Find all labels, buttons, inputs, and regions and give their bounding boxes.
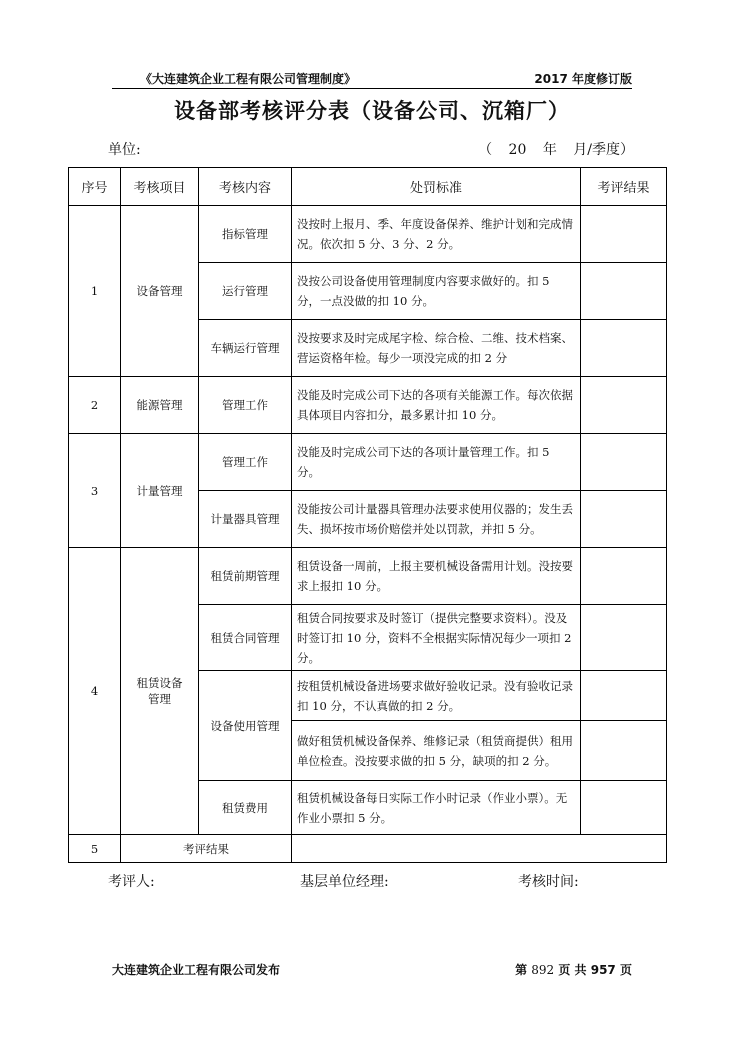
unit-line: [68, 139, 664, 159]
header-item: 考核项目: [121, 168, 199, 206]
evaluation-table: [68, 167, 667, 863]
row-standard: 没按时上报月、季、年度设备保养、维护计划和完成情况。依次扣 5 分、3 分、2 分。: [292, 206, 581, 263]
footer-page-info: [515, 961, 632, 978]
row-content: 租赁合同管理: [199, 605, 292, 671]
row-standard: 没能及时完成公司下达的各项计量管理工作。扣 5 分。: [292, 434, 581, 491]
row-item: 计量管理: [121, 434, 199, 548]
page-mid: 页 共: [558, 963, 587, 977]
total-result-cell[interactable]: [292, 835, 667, 863]
row-no: 4: [69, 548, 121, 835]
signature-line: [68, 871, 664, 891]
row-standard: 没按公司设备使用管理制度内容要求做好的。扣 5 分，一点没做的扣 10 分。: [292, 263, 581, 320]
row-item-label: 租赁设备管理: [136, 676, 183, 706]
table-row: [69, 548, 667, 605]
time-label: 考核时间:: [518, 874, 579, 890]
table-row: [69, 206, 667, 263]
result-cell[interactable]: [581, 491, 667, 548]
row-standard: 没按要求及时完成尾字检、综合检、二维、技术档案、营运资格年检。每少一项没完成的扣 2 分: [292, 320, 581, 377]
row-content: 管理工作: [199, 377, 292, 434]
row-content: 运行管理: [199, 263, 292, 320]
header-result: 考评结果: [581, 168, 667, 206]
page-suffix: 页: [619, 963, 632, 977]
result-cell[interactable]: [581, 263, 667, 320]
row-item: 设备管理: [121, 206, 199, 377]
row-standard: 租赁合同按要求及时签订（提供完整要求资料）。没及时签订扣 10 分，资料不全根据实际情况每少一项扣 2 分。: [292, 605, 581, 671]
page-prefix: 第: [515, 963, 528, 977]
result-cell[interactable]: [581, 671, 667, 721]
page-title: 设备部考核评分表（设备公司、沉箱厂）: [174, 99, 570, 123]
result-cell[interactable]: [581, 721, 667, 781]
unit-label: 单位:: [108, 142, 141, 158]
header-regulation-title: 《大连建筑企业工程有限公司管理制度》: [140, 72, 357, 86]
row-standard: 按租赁机械设备进场要求做好验收记录。没有验收记录扣 10 分，不认真做的扣 2 分。: [292, 671, 581, 721]
total-pages: 957: [590, 963, 616, 977]
total-label: 考评结果: [121, 835, 292, 863]
result-cell[interactable]: [581, 377, 667, 434]
header-content: 考核内容: [199, 168, 292, 206]
result-cell[interactable]: [581, 434, 667, 491]
table-row-total: [69, 835, 667, 863]
row-content: 车辆运行管理: [199, 320, 292, 377]
result-cell[interactable]: [581, 548, 667, 605]
row-content: 租赁前期管理: [199, 548, 292, 605]
result-cell[interactable]: [581, 320, 667, 377]
header-no: 序号: [69, 168, 121, 206]
row-standard: 做好租赁机械设备保养、维修记录（租赁商提供）租用单位检查。没按要求做的扣 5 分，缺项的扣 2 分。: [292, 721, 581, 781]
row-standard: 没能按公司计量器具管理办法要求使用仪器的；发生丢失、损坏按市场价赔偿并处以罚款，并扣 5 分。: [292, 491, 581, 548]
row-content: 管理工作: [199, 434, 292, 491]
result-cell[interactable]: [581, 781, 667, 835]
row-content: 指标管理: [199, 206, 292, 263]
row-no: 2: [69, 377, 121, 434]
result-cell[interactable]: [581, 605, 667, 671]
total-no: 5: [69, 835, 121, 863]
header-edition: 2017 年度修订版: [534, 72, 632, 86]
table-row: [69, 377, 667, 434]
page-header: [112, 68, 632, 89]
row-item: [121, 548, 199, 835]
period-label: （ 20 年 月/季度）: [478, 142, 634, 158]
row-standard: 租赁机械设备每日实际工作小时记录（作业小票）。无作业小票扣 5 分。: [292, 781, 581, 835]
footer-publisher: 大连建筑企业工程有限公司发布: [112, 963, 281, 977]
evaluator-label: 考评人:: [108, 874, 155, 890]
table-header-row: [69, 168, 667, 206]
row-standard: 租赁设备一周前，上报主要机械设备需用计划。没按要求上报扣 10 分。: [292, 548, 581, 605]
header-standard: 处罚标准: [292, 168, 581, 206]
result-cell[interactable]: [581, 206, 667, 263]
manager-label: 基层单位经理:: [300, 874, 389, 890]
table-row: [69, 434, 667, 491]
row-no: 3: [69, 434, 121, 548]
row-content: 设备使用管理: [199, 671, 292, 781]
page-number: 892: [531, 963, 555, 977]
row-content: 租赁费用: [199, 781, 292, 835]
row-no: 1: [69, 206, 121, 377]
page-footer: [112, 961, 632, 979]
row-item: 能源管理: [121, 377, 199, 434]
row-standard: 没能及时完成公司下达的各项有关能源工作。每次依据具体项目内容扣分，最多累计扣 10 分。: [292, 377, 581, 434]
row-content: 计量器具管理: [199, 491, 292, 548]
